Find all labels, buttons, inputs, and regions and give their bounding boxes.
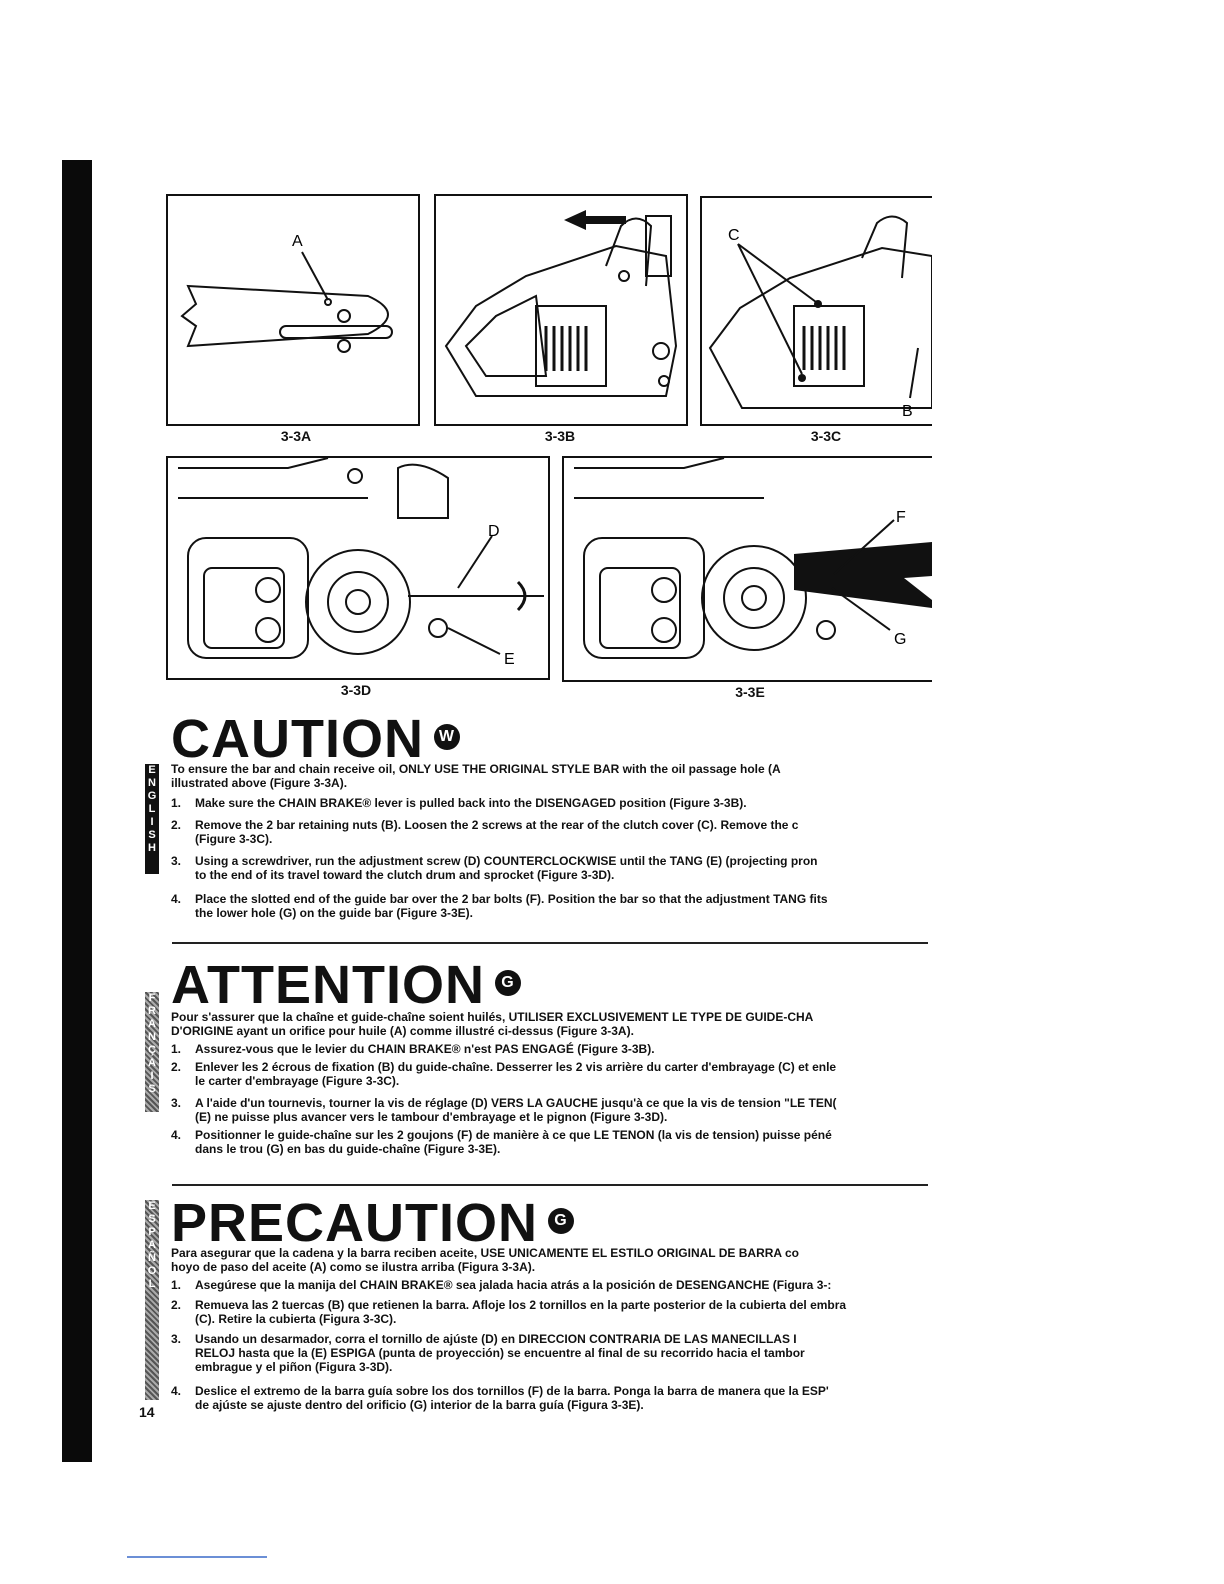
attention-heading-text: ATTENTION	[171, 955, 485, 1015]
english-step-2	[171, 818, 941, 848]
step-number: 2.	[171, 1298, 182, 1312]
spanish-step-1	[171, 1278, 941, 1294]
callout-d: D	[488, 523, 500, 540]
callout-e: E	[504, 651, 515, 668]
step-number: 2.	[171, 1060, 182, 1074]
guide-bar-illustration	[168, 196, 418, 424]
step-number: 3.	[171, 1332, 182, 1346]
french-side-tab: F R A N Ç A I S	[145, 992, 159, 1112]
clutch-cover-illustration	[702, 198, 932, 424]
attention-heading	[171, 955, 521, 1015]
spanish-side-tab: E S P A Ñ O L	[145, 1200, 159, 1400]
caution-heading-text: CAUTION	[171, 709, 424, 769]
step-number: 4.	[171, 1128, 182, 1142]
step-text: Positionner le guide-chaîne sur les 2 goujons (F) de manière à ce que LE TENON (la vis de tension) puisse péné dans le trou (G) en bas du guide-chaîne (Figure 3-3E).	[195, 1128, 832, 1156]
precaution-heading-text: PRECAUTION	[171, 1193, 539, 1253]
french-step-3	[171, 1096, 941, 1126]
figure-3-3e	[562, 456, 932, 682]
english-intro-line-1: To ensure the bar and chain receive oil, ONLY USE THE ORIGINAL STYLE BAR with the oil passage hole (A	[171, 762, 781, 776]
spanish-intro-line-2: hoyo de paso del aceite (A) como se ilustra arriba (Figura 3-3A).	[171, 1260, 536, 1274]
step-text: Using a screwdriver, run the adjustment screw (D) COUNTERCLOCKWISE until the TANG (E) (projecting pron to the end of its travel toward the clutch drum and sprocket (Figure 3-3D).	[195, 854, 818, 882]
step-number: 3.	[171, 1096, 182, 1110]
attention-language-mark: G	[495, 970, 521, 996]
step-text: Assurez-vous que le levier du CHAIN BRAKE® n'est PAS ENGAGÉ (Figure 3-3B).	[195, 1042, 655, 1056]
figure-3-3c	[700, 196, 932, 426]
french-step-4	[171, 1128, 941, 1158]
step-text: Make sure the CHAIN BRAKE® lever is pulled back into the DISENGAGED position (Figure 3-3B).	[195, 796, 747, 810]
step-text: Remueva las 2 tuercas (B) que retienen la barra. Afloje los 2 tornillos en la parte posterior de la cubierta del embra (C). Retire la cubierta (Figura 3-3C).	[195, 1298, 847, 1326]
callout-g: G	[894, 631, 907, 648]
callout-c: C	[728, 227, 740, 244]
figure-3-3b	[434, 194, 688, 426]
step-number: 1.	[171, 796, 182, 810]
french-step-1	[171, 1042, 941, 1058]
figure-label-3-3b: 3-3B	[544, 428, 576, 444]
bar-placement-illustration	[564, 458, 932, 680]
figure-3-3a	[166, 194, 420, 426]
english-step-4	[171, 892, 941, 922]
english-intro-line-2: illustrated above (Figure 3-3A).	[171, 776, 348, 790]
step-text: Deslice el extremo de la barra guía sobre los dos tornillos (F) de la barra. Ponga la barra de manera que la ESP' de ajúste se ajuste dentro del orificio (G) interior de la barra guía (Figura 3-3E).	[195, 1384, 829, 1412]
adjustment-screw-illustration	[168, 458, 548, 678]
page-number: 14	[139, 1404, 155, 1420]
callout-f: F	[896, 509, 906, 526]
step-text: Remove the 2 bar retaining nuts (B). Loosen the 2 screws at the rear of the clutch cover (C). Remove the c (Figure 3-3C).	[195, 818, 799, 846]
step-text: Place the slotted end of the guide bar over the 2 bar bolts (F). Position the bar so that the adjustment TANG fits the lower hole (G) on the guide bar (Figure 3-3E).	[195, 892, 828, 920]
english-step-3	[171, 854, 941, 884]
figure-label-3-3d: 3-3D	[340, 682, 372, 698]
english-step-1	[171, 796, 941, 812]
step-number: 1.	[171, 1278, 182, 1292]
binding-edge-bar	[62, 160, 92, 1462]
callout-a: A	[292, 233, 303, 250]
precaution-language-mark: G	[548, 1208, 574, 1234]
french-step-2	[171, 1060, 941, 1090]
spanish-intro-line-1: Para asegurar que la cadena y la barra reciben aceite, USE UNICAMENTE EL ESTILO ORIGINAL DE BARRA co	[171, 1246, 799, 1260]
step-number: 1.	[171, 1042, 182, 1056]
section-french	[145, 952, 935, 1172]
step-text: Asegúrese que la manija del CHAIN BRAKE® sea jalada hacia atrás a la posición de DESENGANCHE (Figura 3-:	[195, 1278, 832, 1292]
caution-heading	[171, 709, 460, 769]
french-intro-line-1: Pour s'assurer que la chaîne et guide-chaîne soient huilés, UTILISER EXCLUSIVEMENT LE TYPE DE GUIDE-CHA	[171, 1010, 814, 1024]
step-number: 4.	[171, 1384, 182, 1398]
step-text: Usando un desarmador, corra el tornillo de ajúste (D) en DIRECCION CONTRARIA DE LAS MANECILLAS I RELOJ hasta que la (E) ESPIGA (punta de proyección) se encuentre al final de su recorrido hacia el tambor embrague y el piñon (Figura 3-3D).	[195, 1332, 805, 1374]
french-intro-line-2: D'ORIGINE ayant un orifice pour huile (A) comme illustré ci-dessus (Figure 3-3A).	[171, 1024, 634, 1038]
figure-3-3d	[166, 456, 550, 680]
step-text: A l'aide d'un tournevis, tourner la vis de réglage (D) VERS LA GAUCHE jusqu'à ce que la vis de tension "LE TEN( (E) ne puisse plus avancer vers le tambour d'embrayage et le pignon (Figure 3-3D).	[195, 1096, 837, 1124]
callout-b: B	[902, 403, 913, 420]
precaution-heading	[171, 1193, 574, 1253]
step-number: 3.	[171, 854, 182, 868]
step-number: 4.	[171, 892, 182, 906]
divider-2	[172, 1184, 928, 1186]
divider-1	[172, 942, 928, 944]
figure-label-3-3c: 3-3C	[810, 428, 842, 444]
spanish-step-4	[171, 1384, 941, 1414]
figure-label-3-3e: 3-3E	[735, 684, 765, 700]
section-spanish	[145, 1193, 935, 1426]
spanish-step-2	[171, 1298, 941, 1328]
chain-brake-illustration	[436, 196, 686, 424]
figure-label-3-3a: 3-3A	[280, 428, 312, 444]
bottom-underline	[127, 1556, 267, 1558]
caution-language-mark: W	[434, 724, 460, 750]
spanish-step-3	[171, 1332, 941, 1376]
step-number: 2.	[171, 818, 182, 832]
english-side-tab: E N G L I S H	[145, 764, 159, 874]
step-text: Enlever les 2 écrous de fixation (B) du guide-chaîne. Desserrer les 2 vis arrière du carter d'embrayage (C) et enle le carter d'embrayage (Figure 3-3C).	[195, 1060, 837, 1088]
section-english	[145, 709, 935, 932]
